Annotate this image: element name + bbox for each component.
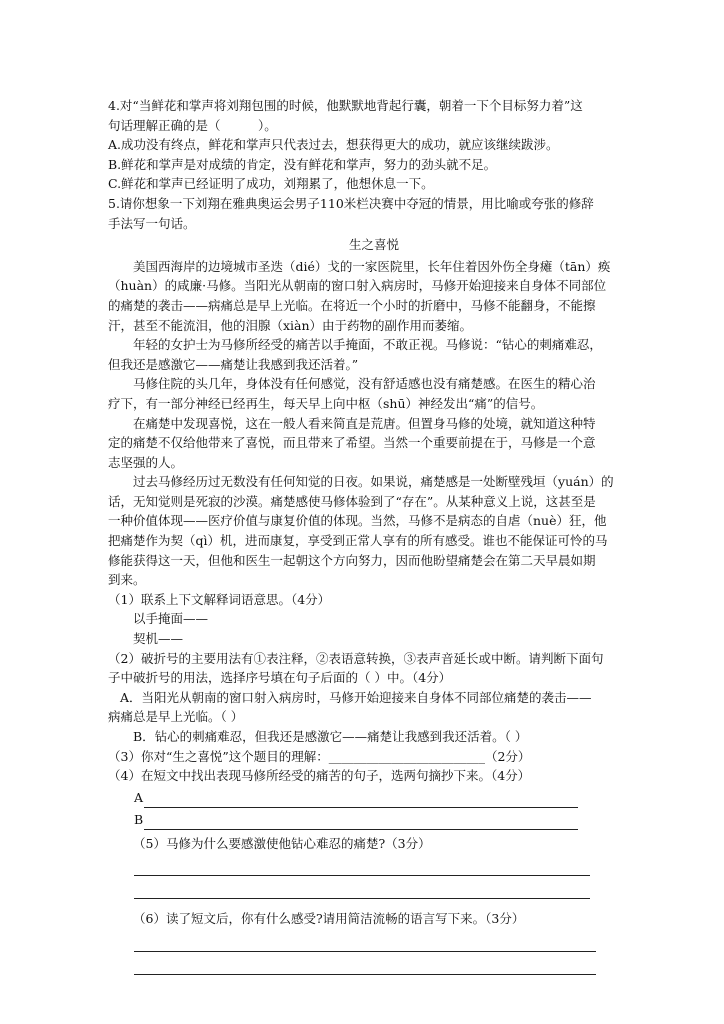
answer-rule[interactable]: [144, 816, 578, 830]
question-1-term-a: 以手掩面——: [133, 611, 209, 627]
question-5-stem: 5.请你想象一下刘翔在雅典奥运会男子110米栏决赛中夺冠的情景，用比喻或夸张的修辞: [108, 195, 594, 211]
option-c: C.鲜花和掌声已经证明了成功，刘翔累了，他想休息一下。: [108, 176, 434, 192]
question-4-stem: 4.对“当鲜花和掌声将刘翔包围的时候，他默默地背起行囊，朝着一下个目标努力着”这: [108, 98, 583, 113]
question-1: （1）联系上下文解释词语意思。（4分）: [108, 591, 331, 607]
article-line: 定的痛楚不仅给他带来了喜悦，而且带来了希望。当然一个重要前提在于，马修是一个意: [108, 435, 596, 451]
question-2-item-a: A．当阳光从朝南的窗口射入病房时，马修开始迎接来自身体不同部位痛楚的袭击——: [120, 689, 592, 705]
answer-line[interactable]: [134, 876, 590, 899]
article-line: 过去马修经历过无数没有任何知觉的日夜。如果说，痛楚感是一处断壁残垣（yuán）的: [133, 474, 614, 490]
article-title: 生之喜悦: [348, 237, 399, 253]
answer-line-b[interactable]: [134, 810, 620, 830]
article-line: 志坚强的人。: [108, 454, 184, 470]
question-2-cont: 子中破折号的用法，选择序号填在句子后面的（ ）中。（4分）: [108, 670, 452, 686]
question-3: （3）你对“生之喜悦”这个题目的理解：_________________________（2分）: [108, 748, 531, 764]
option-a: A.成功没有终点，鲜花和掌声只代表过去，想获得更大的成功，就应该继续跋涉。: [108, 137, 559, 153]
question-5-stem-cont: 手法写一句话。: [108, 215, 196, 231]
question-5: （5）马修为什么要感激使他钻心难忍的痛楚?（3分）: [133, 835, 431, 851]
article-line: （huàn）的咸廉·马修。当阳光从朝南的窗口射入病房时，马修开始迎接来自身体不同部位: [108, 278, 607, 294]
article-line: 到来。: [108, 572, 146, 588]
answer-label-b: B: [134, 812, 144, 828]
article-line: 话，无知觉则是死寂的沙漠。痛楚感使马修体验到了“存在”。从某种意义上说，这甚至是: [108, 493, 596, 509]
exam-page: [108, 96, 620, 975]
article-line: 把痛楚作为契（qì）机，进而康复，享受到正常人享有的所有感受。谁也不能保证可怜的马: [108, 533, 608, 549]
question-2-item-b: B．钻心的刺痛难忍，但我还是感激它——痛楚让我感到我还活着。（ ）: [133, 729, 528, 744]
article-line: 马修住院的头几年，身体没有任何感觉，没有舒适感也没有痛楚感。在医生的精心治: [133, 376, 596, 392]
question-4-stem-cont: 句话理解正确的是（ ）。: [108, 117, 277, 133]
answer-line-a[interactable]: [134, 788, 620, 808]
question-2: （2）破折号的主要用法有①表注释，②表语意转换，③表声音延长或中断。请判断下面句: [108, 650, 604, 666]
question-6: （6）读了短文后，你有什么感受?请用简洁流畅的语言写下来。（3分）: [133, 911, 525, 927]
article-line: 但我还是感激它——痛楚让我感到我还活着。”: [108, 356, 359, 372]
answer-rule[interactable]: [144, 794, 578, 808]
article-line: 汗，甚至不能流泪，他的泪腺（xiàn）由于药物的副作用而萎缩。: [108, 317, 473, 333]
article-line: 年轻的女护士为马修所经受的痛苦以手掩面，不敢正视。马修说：“钻心的刺痛难忍，: [133, 337, 602, 353]
question-1-term-b: 契机——: [133, 631, 184, 647]
article-line: 修能获得这一天，但他和医生一起朝这个方向努力，因而他盼望痛楚会在第二天早晨如期: [108, 552, 596, 568]
option-b: B.鲜花和掌声是对成绩的肯定，没有鲜花和掌声，努力的劲头就不足。: [108, 156, 497, 172]
article-line: 疗下，有一部分神经已经再生，每天早上向中枢（shū）神经发出“痛”的信号。: [108, 395, 544, 411]
answer-line[interactable]: [134, 853, 590, 876]
article-line: 美国西海岸的边境城市圣迭（dié）戈的一家医院里，长年住着因外伤全身瘫（tān）痪: [133, 258, 611, 274]
answer-line[interactable]: [134, 952, 596, 975]
question-2-item-a-cont: 病痛总是早上光临。（ ）: [108, 709, 244, 725]
answer-label-a: A: [134, 790, 144, 806]
article-line: 在痛楚中发现喜悦，这在一般人看来简直是荒唐。但置身马修的处境，就知道这种特: [133, 415, 596, 431]
article-line: 一种价值体现——医疗价值与康复价值的体现。当然，马修不是病态的自虐（nuè）狂，他: [108, 513, 607, 529]
article-line: 的痛楚的袭击——病痛总是早上光临。在将近一个小时的折磨中，马修不能翻身，不能擦: [108, 297, 596, 313]
question-4: （4）在短文中找出表现马修所经受的痛苦的句子，选两句摘抄下来。（4分）: [108, 768, 531, 784]
answer-line[interactable]: [134, 929, 596, 952]
